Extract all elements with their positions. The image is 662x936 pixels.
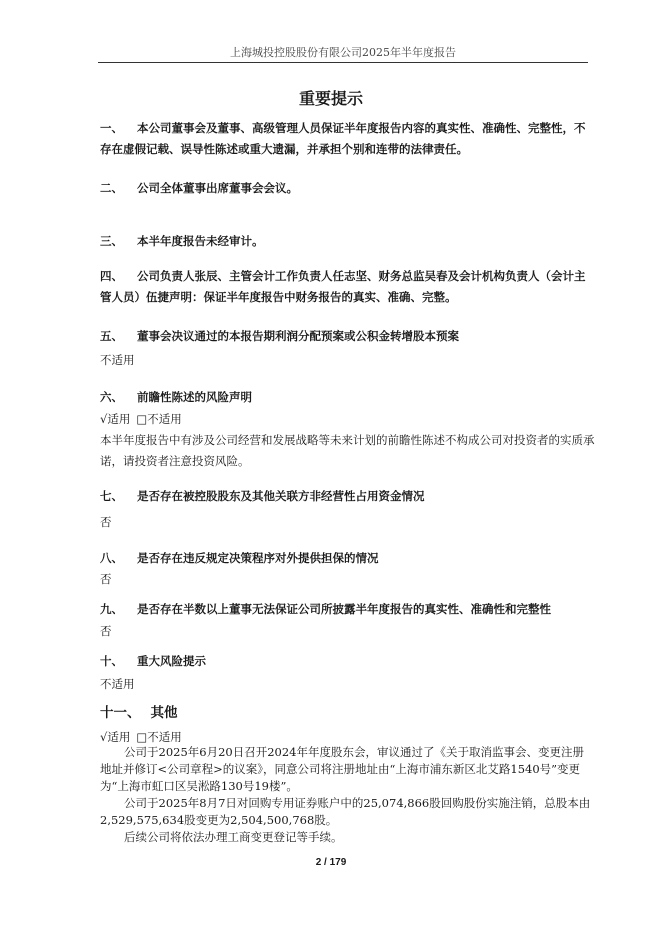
- section-7-heading: [100, 486, 595, 507]
- section-4: [100, 266, 595, 308]
- section-9-heading: [100, 599, 595, 620]
- section-11-number: 十一、: [100, 705, 141, 721]
- section-11-heading: [100, 703, 595, 724]
- section-2-text: 公司全体董事出席董事会会议。: [137, 181, 298, 195]
- running-header: 上海城投控股股份有限公司2025年半年度报告: [230, 46, 456, 59]
- section-1-number: 一、: [100, 121, 123, 135]
- section-11-text: 其他: [150, 705, 178, 721]
- section-4-text: 公司负责人张辰、主管会计工作负责人任志坚、财务总监吴春及会计机构负责人（会计主管人员）伍捷声明：保证半年度报告中财务报告的真实、准确、完整。: [100, 269, 586, 304]
- section-8-text: 是否存在违反规定决策程序对外提供担保的情况: [137, 551, 379, 565]
- section-3: [100, 231, 595, 252]
- section-9-number: 九、: [100, 602, 123, 616]
- section-9-text: 是否存在半数以上董事无法保证公司所披露半年度报告的真实性、准确性和完整性: [137, 602, 551, 616]
- section-1: [100, 118, 595, 160]
- section-4-number: 四、: [100, 269, 123, 283]
- section-9-answer: 否: [100, 624, 112, 638]
- section-10-answer: 不适用: [100, 677, 135, 691]
- applicable-checkbox: √适用: [100, 730, 131, 744]
- section-8-heading: [100, 548, 595, 569]
- section-10-heading: [100, 651, 595, 672]
- section-5-number: 五、: [100, 329, 123, 343]
- section-3-number: 三、: [100, 234, 123, 248]
- section-11-paragraph-2: 公司于2025年8月7日对回购专用证券账户中的25,074,866股回购股份实施注销，总股本由2,529,575,634股变更为2,504,500,768股。: [100, 796, 591, 827]
- section-3-text: 本半年度报告未经审计。: [137, 234, 264, 248]
- section-5-heading: [100, 326, 595, 347]
- section-6-body: 本半年度报告中有涉及公司经营和发展战略等未来计划的前瞻性陈述不构成公司对投资者的实质承诺，请投资者注意投资风险。: [100, 433, 595, 468]
- section-2: [100, 178, 595, 199]
- section-10-number: 十、: [100, 654, 123, 668]
- not-applicable-checkbox: □不适用: [136, 730, 182, 744]
- section-11-paragraph-1: 公司于2025年6月20日召开2024年年度股东会，审议通过了《关于取消监事会、变更注册地址并修订<公司章程>的议案》，同意公司将注册地址由“上海市浦东新区北艾路1540号”变更为“上海市虹口区吴淞路130号19楼”。: [100, 745, 584, 793]
- not-applicable-checkbox: □不适用: [136, 412, 182, 426]
- section-6-applicability: [100, 409, 595, 430]
- section-6-heading: [100, 387, 595, 408]
- section-6-number: 六、: [100, 390, 123, 404]
- header-rule: [98, 62, 588, 63]
- section-5-answer: 不适用: [100, 353, 135, 367]
- section-1-text: 本公司董事会及董事、高级管理人员保证半年度报告内容的真实性、准确性、完整性，不存在虚假记载、误导性陈述或重大遗漏，并承担个别和连带的法律责任。: [100, 121, 586, 156]
- section-8-answer: 否: [100, 572, 112, 586]
- section-5-text: 董事会决议通过的本报告期利润分配预案或公积金转增股本预案: [137, 329, 459, 343]
- applicable-checkbox: √适用: [100, 412, 131, 426]
- section-10-text: 重大风险提示: [137, 654, 206, 668]
- section-8-number: 八、: [100, 551, 123, 565]
- section-7-answer: 否: [100, 515, 112, 529]
- section-11-paragraph-3: 后续公司将依法办理工商变更登记等手续。: [124, 830, 343, 844]
- section-7-text: 是否存在被控股股东及其他关联方非经营性占用资金情况: [137, 489, 425, 503]
- page-title: 重要提示: [298, 89, 363, 108]
- section-2-number: 二、: [100, 181, 123, 195]
- section-7-number: 七、: [100, 489, 123, 503]
- page-number: 2 / 179: [315, 857, 347, 868]
- section-6-text: 前瞻性陈述的风险声明: [137, 390, 252, 404]
